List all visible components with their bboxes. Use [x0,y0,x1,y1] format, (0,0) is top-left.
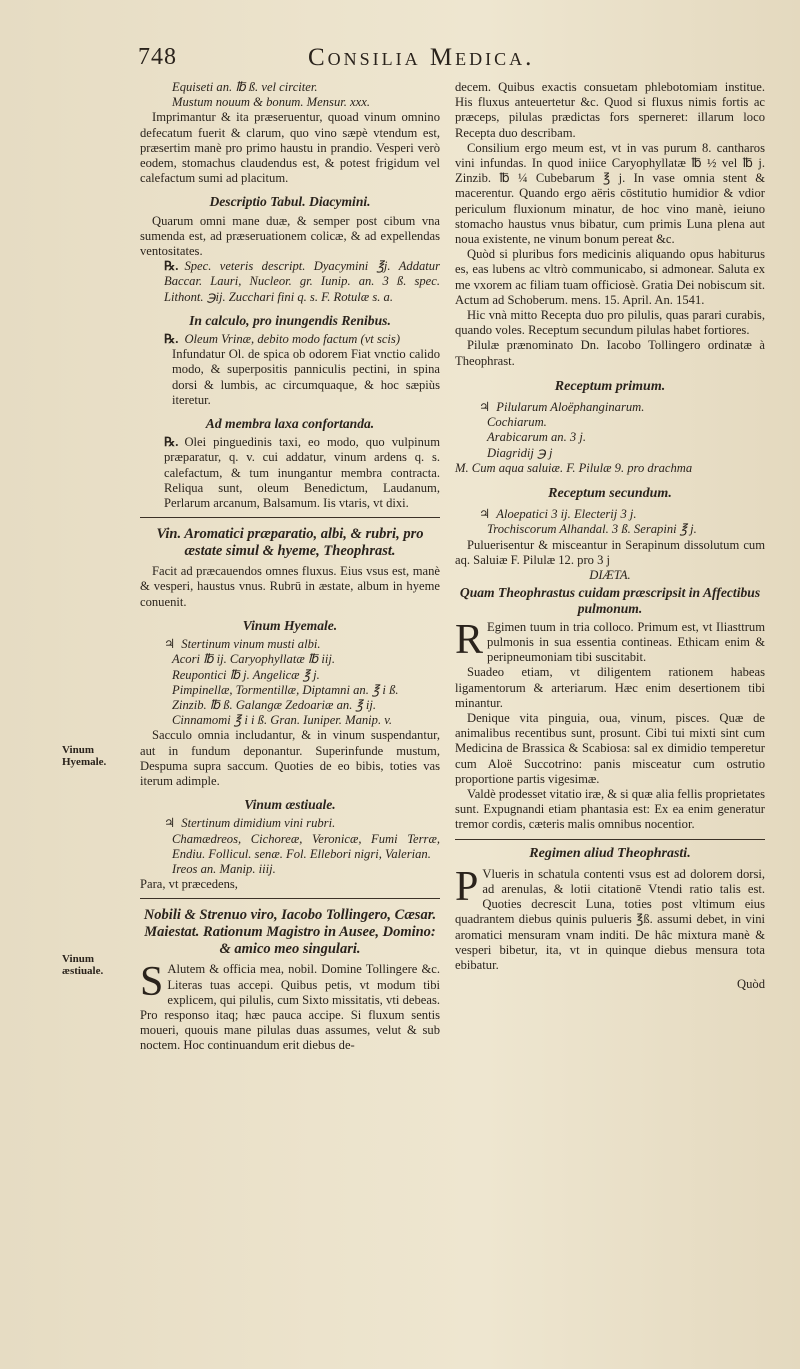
section-heading: Receptum secundum. [548,486,672,502]
section-heading: Receptum primum. [554,378,666,394]
recipe-line: Cinnamomi ℥ i i ß. Gran. Iuniper. Manip. v. [172,713,393,728]
drop-capital: P [455,863,479,910]
recipe-symbol-icon: ℞. [164,435,179,450]
paragraph: Denique vita pinguia, oua, vinum, pisces. Quæ de animalibus recentibus sunt, prosunt. Cibi tui mixti sint cum Medicina de Brassica & Scabiosa: sal ex dimidio temperetur cum Aloë Succotrino: panis misceatur cum ostrutio proportione partis vigesimæ. [455,710,765,786]
recipe-line: Acori ℔ ij. Caryophyllatæ ℔ iij. [172,652,335,667]
recipe-line: ♃ Stertinum dimidium vini rubri. [164,816,336,831]
paragraph: Hic vnà mitto Recepta duo pro pilulis, quas parari curabis, quando voles. Receptum secundum pilulas habet fortiores. [455,308,765,338]
recipe-line: ℞. Oleum Vrinæ, debito modo factum (vt scis) [164,332,401,347]
recipe-symbol-icon: ℞. [164,332,179,347]
recipe-line: Ireos an. Manip. iiij. [172,861,276,876]
section-heading: Ad membra laxa confortanda. [205,416,375,432]
recipe-line: Arabicarum an. 3 j. [487,430,586,445]
page-header [0,44,800,84]
drop-capital: S [140,959,164,1006]
section-heading: Descriptio Tabul. Diacymini. [209,194,371,210]
left-column [140,80,440,1054]
right-column [455,80,765,992]
section-heading: Regimen aliud Theophrasti. [529,845,691,861]
jupiter-symbol-icon: ♃ [164,816,176,831]
paragraph: P Vlueris in schatula contenti vsus est ad dolorem dorsi, ad arenulas, & lotii citationē Vtendi ratio talis est. Quoties decrescit Luna, toties post vltimum eius quadrantem diebus quinis pulueris ℥ß. assumi debet, in vini aromatici mensuram vnam inditi. De hâc mixtura manè & vesperi bibetur, ita, vt in quinque diebus mensura tota ebibatur. [455,863,765,972]
recipe-line: ℞. Olei pinguedinis taxi, eo modo, quo vulpinum præparatur, q. v. cui addatur, vinum ardens q. s. calefactum, & tum inungantur membra contracta. Reliqua sunt, oleum Benedictum, Laudanum, Perlarum arcanum, Balsamum. Iis vtaris, vt dixi. [164,435,440,511]
section-heading: Vinum æstiuale. [244,797,336,813]
recipe-line: Chamædreos, Cichoreæ, Veronicæ, Fumi Terræ, Endiu. Follicul. senæ. Fol. Ellebori nigri, Valerian. [172,831,440,861]
paragraph: Puluerisentur & misceantur in Serapinum dissolutum cum aq. Saluiæ F. Pilulæ 12. pro 3 j [455,537,765,567]
recipe-line: M. Cum aqua saluiæ. F. Pilulæ 9. pro drachma [455,460,693,475]
paragraph: Suadeo etiam, vt diligentem rationem habeas ligamentorum & arteriarum. Hæc enim desertionem tibi minantur. [455,665,765,710]
text-line: Para, vt præcedens, [140,877,238,892]
paragraph: Sacculo omnia includantur, & in vinum suspendantur, aut in fundum deponantur. Superinfunde mustum, Despuma supra saccum. Quoties de eo bibis, toties vas iterum adimple. [140,728,440,788]
divider-rule [140,517,440,518]
section-heading: Quam Theophrastus cuidam præscripsit in Affectibus pulmonum. [459,585,761,616]
text-line: Mustum nouum & bonum. Mensur. xxx. [172,95,370,110]
recipe-line: Trochiscorum Alhandal. 3 ß. Serapini ℥ j. [487,522,697,537]
recipe-line: ℞. Spec. veteris descript. Dyacymini ℥j. Addatur Baccar. Lauri, Nucleor. gr. Iunip. an. 3 ß. spec. Lithont. ℈ij. Zucchari fini q. s. F. Rotulæ s. a. [164,259,440,304]
paragraph: Quarum omni mane duæ, & semper post cibum vna sumenda est, ad præseruationem colicæ, & ad expellendas ventositates. [140,213,440,259]
jupiter-symbol-icon: ♃ [164,637,176,652]
letter-heading: Nobili & Strenuo viro, Iacobo Tollingero, Cæsar. Maiestat. Rationum Magistro in Ausee, Domino: & amico meo singulari. [143,907,437,958]
section-heading: DIÆTA. [589,568,631,583]
paragraph: Valdè prodesset vitatio iræ, & si quæ alia fellis proprietates sunt. Expugnandi etiam phantasia est: Ex ea enim generatur tremor cordis, cæteris malis omnibus nocentior. [455,786,765,832]
recipe-line: Zinzib. ℔ ß. Galangæ Zedoariæ an. ℥ ij. [172,697,377,712]
recipe-line: ♃ Pilularum Aloëphanginarum. [479,400,645,415]
text-line: Equiseti an. ℔ ß. vel circiter. [172,80,318,94]
recipe-line: ♃ Aloepatici 3 ij. Electerij 3 j. [479,507,637,522]
paragraph: Quòd si pluribus fors medicinis aliquando opus habiturus es, eas lubens ac vltrò communicabo, si admonear. Saluta ex me vxorem ac filiam tuam officiosè. Gratia Dei nobiscum sit. Actum ad Schoberum. mens. 15. April. An. 1541. [455,247,765,307]
section-heading: Vin. Aromatici præparatio, albi, & rubri, pro æstate simul & hyeme, Theophrast. [156,526,424,560]
running-head: Consilia Medica. [308,44,535,71]
recipe-line: Diagridij ℈ j [487,445,553,460]
paragraph: Imprimantur & ita præseruentur, quoad vinum omnino defecatum fuerit & clarum, quo vino sæpè vtendum est, præsertim manè pro primo haustu in prandio. Vesperi verò eodem, stomachus claudendus est, & potest frigidum vel calefactum sumi ad placitum. [140,110,440,186]
recipe-line: Reupontici ℔ j. Angelicæ ℥ j. [172,667,320,682]
divider-rule [140,898,440,899]
catchword: Quòd [737,977,765,992]
paragraph: decem. Quibus exactis consuetam phlebotomiam institue. His fluxus anteuertetur &c. Quod si fluxus nimis fortis ac præceps, pilulas prædictas fors sperneret: illarum loco Recepta duo describam. [455,80,765,140]
page-number: 748 [138,44,177,70]
paragraph: Consilium ergo meum est, vt in vas purum 8. cantharos vini infundas. In quod iniice Caryophyllatæ ℔ ½ vel ℔ j. Zinzib. ℔ ¼ Cubebarum ℥ j. In vase omnia stent & macerentur. Quando ergo aëris cōstitutio humidior & vdior periculum fluxionum minatur, de hoc vino manè, ieiuno stomacho haustus vnus bibatur, cum primis Luna plena aut noua existente, ne vinum bonum pereat &c. [455,140,765,247]
paragraph: R Egimen tuum in tria colloco. Primum est, vt Iliasttrum pulmonis in sua essentia contineas. Ethicam enim & peripneumoniam tibi suscitabit. [455,616,765,665]
paragraph: Facit ad præcauendos omnes fluxus. Eius vsus est, manè & vesperi, haustus vnus. Rubrū in æstate, album in hyeme conuenit. [140,564,440,609]
recipe-line: Pimpinellæ, Tormentillæ, Diptamni an. ℥ i ß. [172,682,399,697]
paragraph: S Alutem & officia mea, nobil. Domine Tollingere &c. Literas tuas accepi. Quibus petis, vt modum tibi explicem, qui pilulis, cum Sixto missitatis, vti debeas. Pro responso itaq; hæc pauca accipe. Si fluxum sentis moueri, quouis mane pilulas duas assumes, velut & sub noctem. Hoc continuandum erit diebus de- [140,959,440,1053]
recipe-line: Cochiarum. [487,415,547,430]
recipe-symbol-icon: ℞. [164,259,179,274]
margin-note-aestiuale: Vinum æstiuale. [62,953,104,977]
recipe-line: ♃ Stertinum vinum musti albi. [164,637,321,652]
margin-note-hyemale: Vinum Hyemale. [62,744,107,768]
paragraph: Pilulæ prænominato Dn. Iacobo Tollingero ordinatæ à Theophrast. [455,338,765,368]
paragraph: Infundatur Ol. de spica ob odorem Fiat vnctio calido modo, & superpositis panniculis pectini, in spina dorsi & lumbis, ac circumquaque, & hoc sæpiùs iteretur. [172,347,440,407]
jupiter-symbol-icon: ♃ [479,507,491,522]
divider-rule [455,839,765,840]
jupiter-symbol-icon: ♃ [479,400,491,415]
section-heading: In calculo, pro inungendis Renibus. [189,312,391,328]
drop-capital: R [455,616,484,663]
section-heading: Vinum Hyemale. [242,617,338,633]
